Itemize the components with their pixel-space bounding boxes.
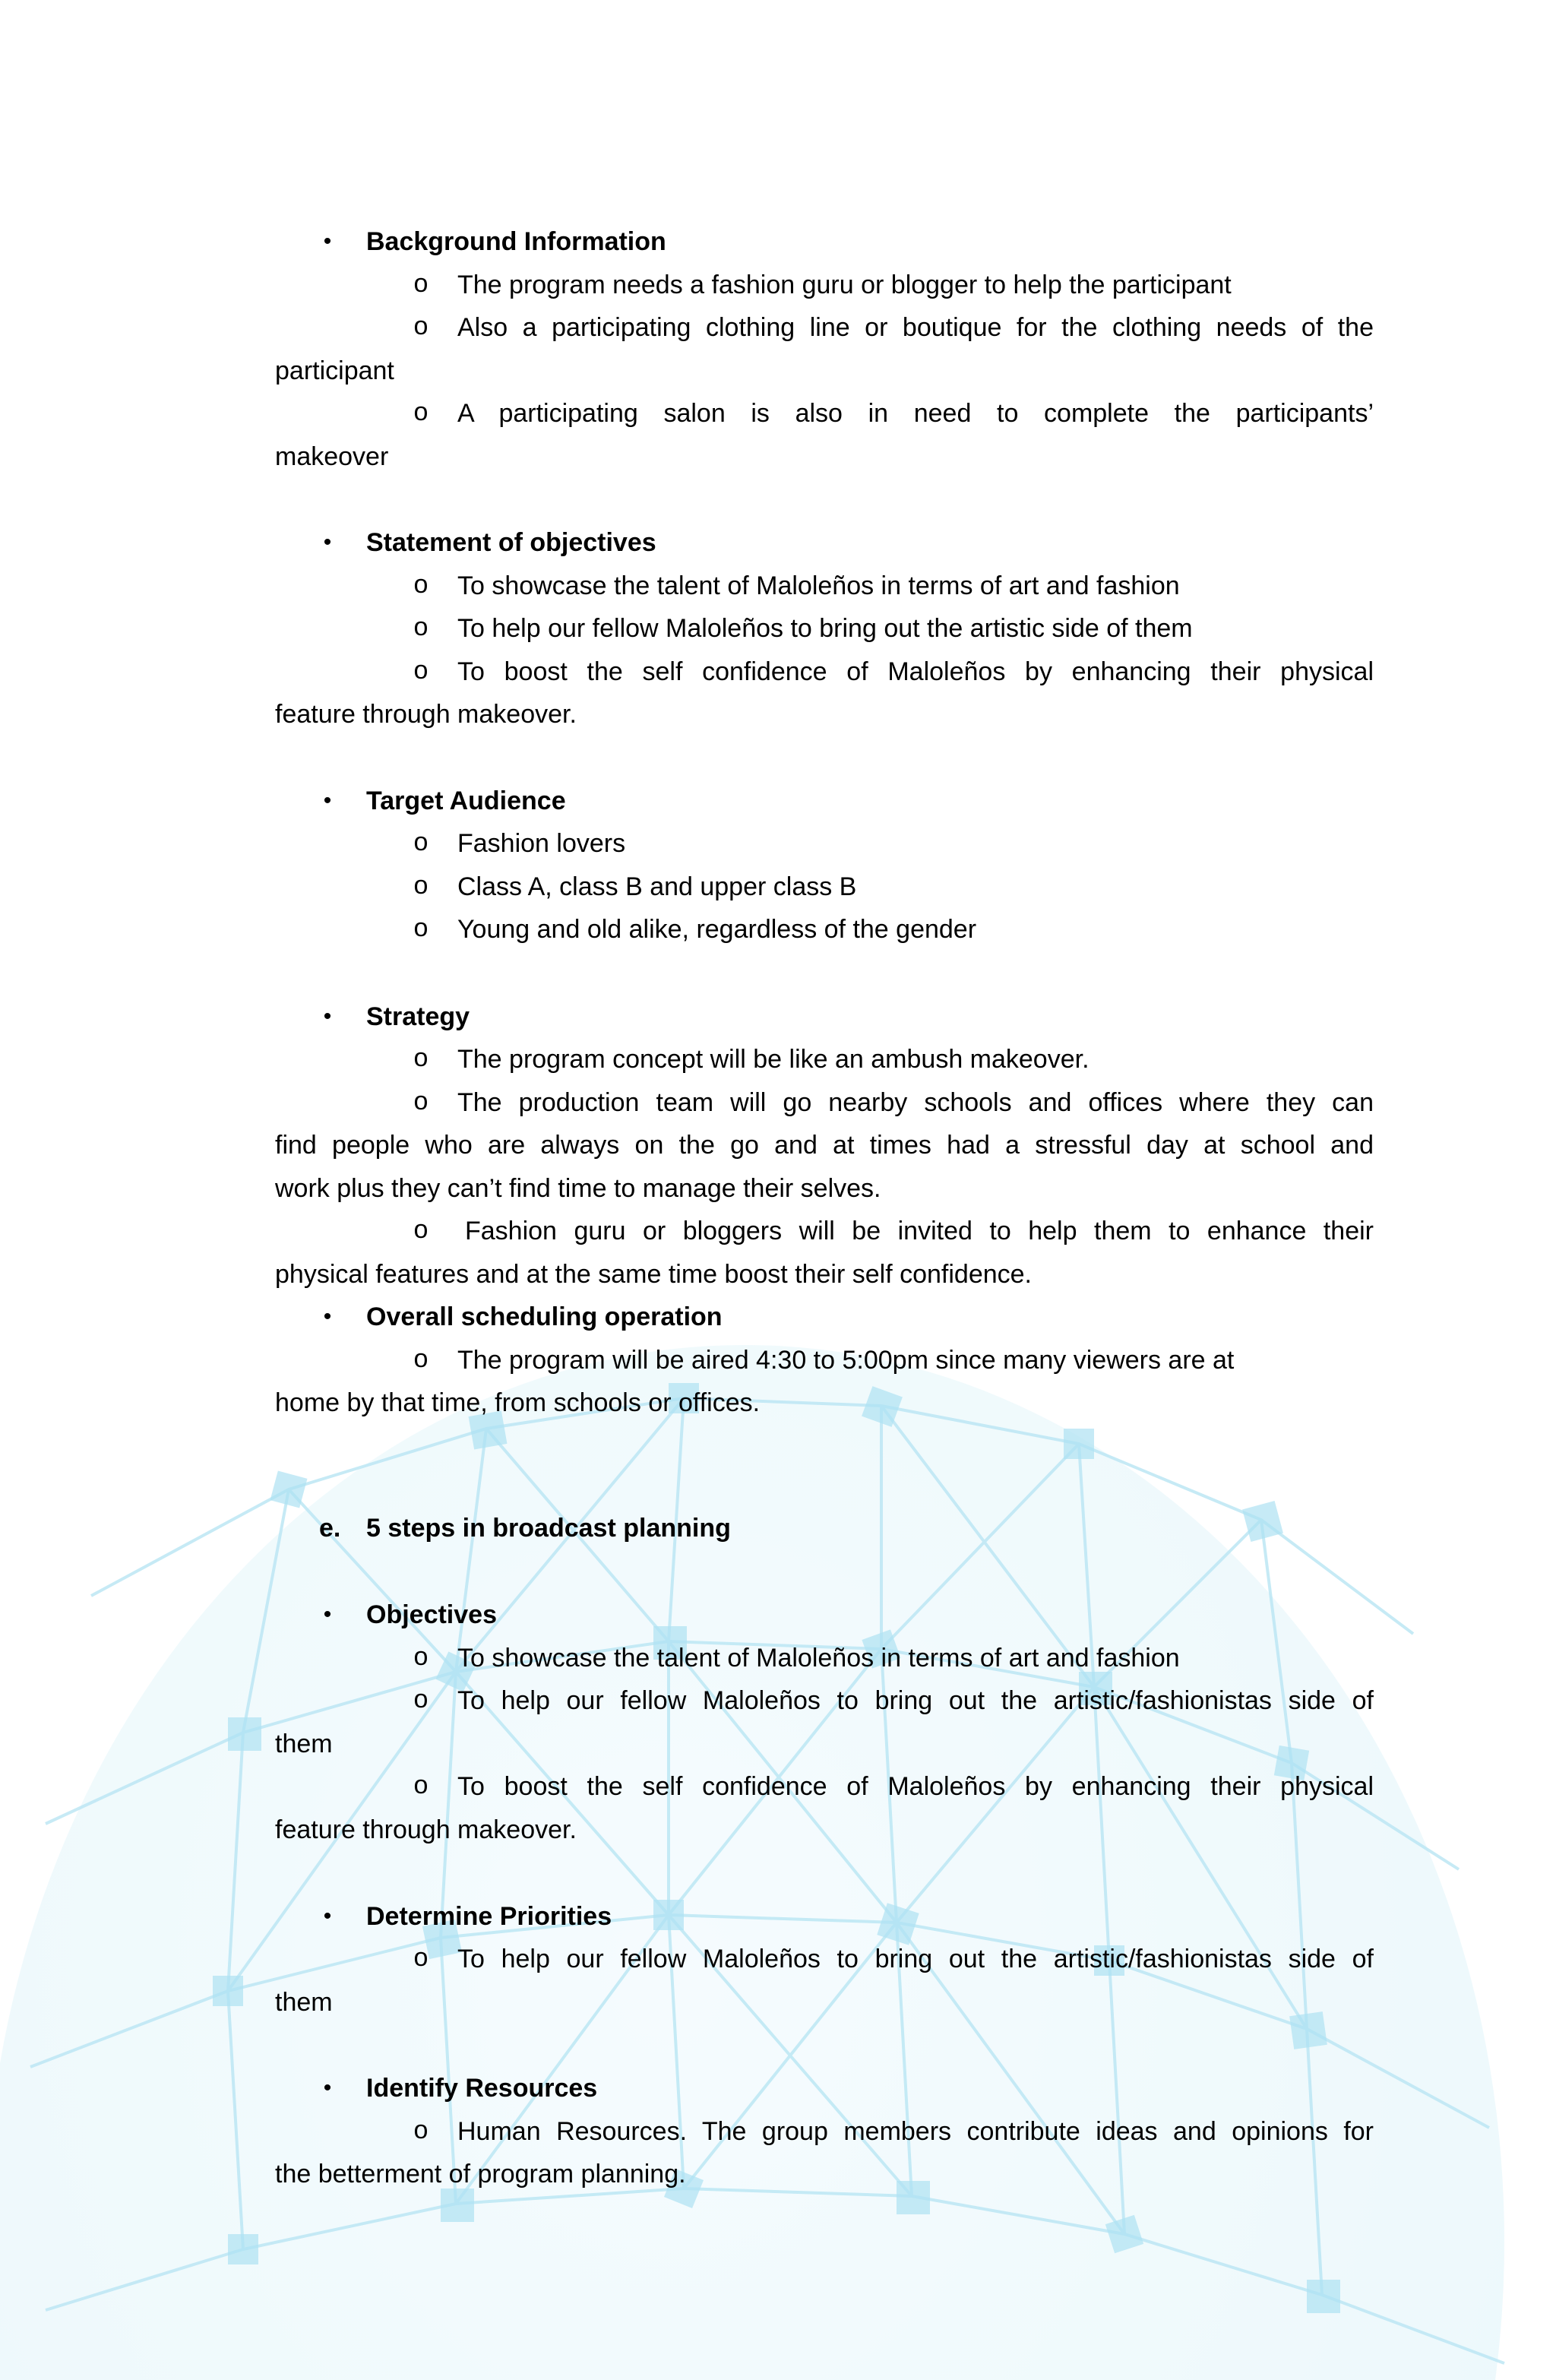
ring-marker: o (413, 612, 429, 641)
section-title-background: Background Information (366, 227, 666, 256)
bullet-marker: • (323, 1602, 332, 1627)
priorities-item-1-line-2: them (275, 1988, 333, 2017)
bullet-marker: • (323, 229, 332, 254)
target-audience-item-1: Fashion lovers (457, 829, 626, 858)
steps-heading-letter: e. (319, 1514, 341, 1543)
strategy-item-2-line-2: find people who are always on the go and at times had a stressful day at school and (275, 1131, 1374, 1160)
ring-marker: o (413, 269, 429, 298)
resources-item-1-line-1: Human Resources. The group members contribute ideas and opinions for (457, 2117, 1374, 2146)
objectives-item-3-line-2: feature through makeover. (275, 1815, 577, 1844)
strategy-item-2-line-3: work plus they can’t find time to manage their selves. (275, 1174, 881, 1203)
steps-heading-title: 5 steps in broadcast planning (366, 1514, 731, 1543)
ring-marker: o (413, 656, 429, 685)
section-title-target-audience: Target Audience (366, 786, 566, 815)
ring-marker: o (413, 312, 429, 340)
background-item-2-line-1: Also a participating clothing line or boutique for the clothing needs of the (457, 313, 1374, 342)
strategy-item-2-line-1: The production team will go nearby schools and offices where they can (457, 1088, 1374, 1117)
ring-marker: o (413, 1771, 429, 1799)
objectives-item-1: To showcase the talent of Maloleños in terms of art and fashion (457, 1644, 1180, 1673)
strategy-item-3-line-1: Fashion guru or bloggers will be invited to help them to enhance their (465, 1217, 1374, 1245)
priorities-item-1-line-1: To help our fellow Maloleños to bring out the artistic/fashionistas side of (457, 1945, 1374, 1973)
bullet-marker: • (323, 1304, 332, 1329)
background-item-1: The program needs a fashion guru or blogger to help the participant (457, 271, 1232, 299)
bullet-marker: • (323, 530, 332, 555)
ring-marker: o (413, 1087, 429, 1116)
ring-marker: o (413, 1043, 429, 1072)
bullet-marker: • (323, 1904, 332, 1929)
section-title-objectives-statement: Statement of objectives (366, 528, 656, 557)
ring-marker: o (413, 1943, 429, 1972)
bullet-marker: • (323, 1004, 332, 1029)
objectives-statement-item-3-line-2: feature through makeover. (275, 700, 577, 729)
background-item-3-line-1: A participating salon is also in need to complete the participants’ (457, 399, 1374, 428)
ring-marker: o (413, 397, 429, 426)
ring-marker: o (413, 2116, 429, 2144)
target-audience-item-3: Young and old alike, regardless of the gender (457, 915, 977, 944)
target-audience-item-2: Class A, class B and upper class B (457, 872, 857, 901)
ring-marker: o (413, 913, 429, 942)
strategy-item-1: The program concept will be like an ambush makeover. (457, 1045, 1090, 1074)
section-title-strategy: Strategy (366, 1002, 470, 1031)
resources-item-1-line-2: the betterment of program planning. (275, 2160, 686, 2189)
ring-marker: o (413, 828, 429, 856)
section-title-priorities: Determine Priorities (366, 1902, 612, 1931)
section-title-resources: Identify Resources (366, 2074, 598, 2103)
objectives-statement-item-2: To help our fellow Maloleños to bring out the artistic side of them (457, 614, 1193, 643)
scheduling-item-1-line-2: home by that time, from schools or offices. (275, 1388, 761, 1417)
bullet-marker: • (323, 788, 332, 813)
ring-marker: o (413, 1685, 429, 1714)
objectives-statement-item-1: To showcase the talent of Maloleños in terms of art and fashion (457, 571, 1180, 600)
scheduling-item-1-line-1: The program will be aired 4:30 to 5:00pm since many viewers are at (457, 1346, 1235, 1375)
ring-marker: o (413, 1642, 429, 1671)
ring-marker: o (413, 871, 429, 900)
strategy-item-3-line-2: physical features and at the same time boost their self confidence. (275, 1260, 1032, 1289)
ring-marker: o (413, 1215, 429, 1244)
background-item-2-line-2: participant (275, 356, 394, 385)
objectives-item-2-line-2: them (275, 1730, 333, 1758)
bullet-marker: • (323, 2075, 332, 2100)
section-title-objectives: Objectives (366, 1600, 497, 1629)
objectives-item-3-line-1: To boost the self confidence of Maloleños by enhancing their physical (457, 1772, 1374, 1801)
objectives-statement-item-3-line-1: To boost the self confidence of Maloleños by enhancing their physical (457, 657, 1374, 686)
objectives-item-2-line-1: To help our fellow Maloleños to bring out the artistic/fashionistas side of (457, 1686, 1374, 1715)
ring-marker: o (413, 570, 429, 599)
background-item-3-line-2: makeover (275, 442, 389, 471)
ring-marker: o (413, 1344, 429, 1373)
section-title-scheduling: Overall scheduling operation (366, 1302, 723, 1331)
